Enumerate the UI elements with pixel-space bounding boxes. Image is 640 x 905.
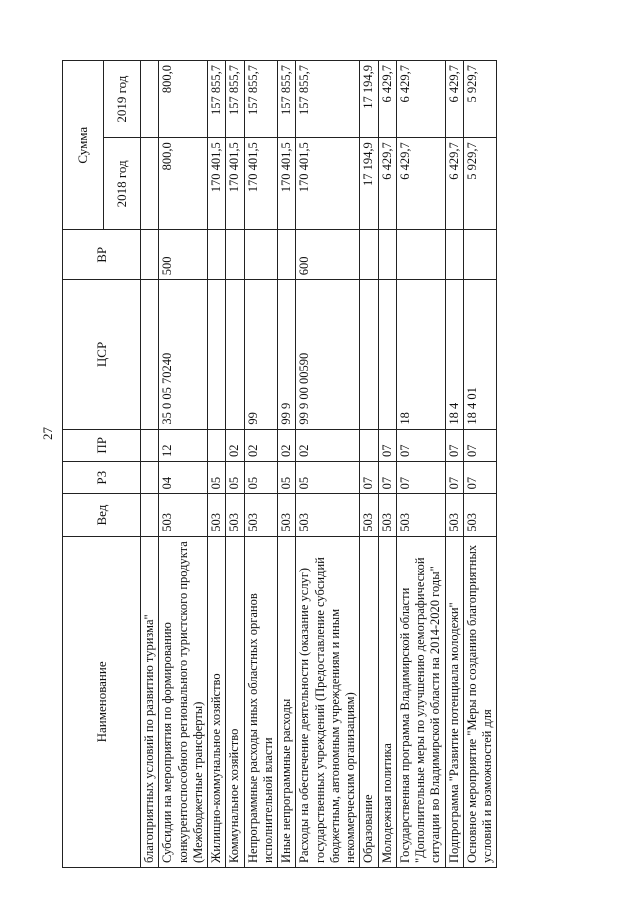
row-sum-2019: 157 855,7 [244, 61, 278, 138]
row-sum-2018: 170 401,5 [244, 138, 278, 230]
row-vr [360, 230, 378, 280]
row-csr: 99 [244, 280, 278, 429]
header-ved: Вед [63, 494, 141, 536]
row-vr [208, 230, 226, 280]
row-ved: 503 [360, 494, 378, 536]
row-sum-2019: 6 429,7 [445, 61, 463, 138]
table-row [208, 61, 226, 868]
row-pr: 12 [159, 429, 208, 461]
table-row [445, 61, 463, 868]
header-2018: 2018 год [104, 138, 141, 230]
row-name: Жилищно-коммунальное хозяйство [208, 536, 226, 867]
row-ved: 503 [159, 494, 208, 536]
row-name: Расходы на обеспечение деятельности (оказание услуг) государственных учреждений (Предоставление субсидий бюджетным, автономным учреждениям и иным некоммерческим организациям) [296, 536, 360, 867]
row-sum-2019: 800,0 [159, 61, 208, 138]
row-ved: 503 [208, 494, 226, 536]
row-pr: 02 [244, 429, 278, 461]
row-rz: 05 [278, 462, 296, 494]
table-row [278, 61, 296, 868]
row-name: Молодежная политика [378, 536, 396, 867]
row-pr: 07 [396, 429, 445, 461]
row-rz [141, 462, 159, 494]
row-vr [244, 230, 278, 280]
row-pr: 02 [226, 429, 244, 461]
row-rz: 07 [463, 462, 497, 494]
row-vr: 600 [296, 230, 360, 280]
row-name: Коммунальное хозяйство [226, 536, 244, 867]
row-ved [141, 494, 159, 536]
row-ved: 503 [244, 494, 278, 536]
row-vr [226, 230, 244, 280]
row-name: Государственная программа Владимирской области "Дополнительные меры по улучшению демографической ситуации во Владимирской области на 2014-2020 годы" [396, 536, 445, 867]
row-rz: 07 [445, 462, 463, 494]
row-ved: 503 [445, 494, 463, 536]
row-name: Непрограммные расходы иных областных органов исполнительной власти [244, 536, 278, 867]
row-sum-2018 [141, 138, 159, 230]
row-csr: 18 [396, 280, 445, 429]
page-number: 27 [40, 427, 55, 440]
row-rz: 05 [226, 462, 244, 494]
row-rz: 05 [296, 462, 360, 494]
row-ved: 503 [378, 494, 396, 536]
row-vr [463, 230, 497, 280]
row-csr: 35 0 05 70240 [159, 280, 208, 429]
row-csr [226, 280, 244, 429]
row-rz: 07 [378, 462, 396, 494]
row-sum-2018: 170 401,5 [226, 138, 244, 230]
row-pr: 07 [378, 429, 396, 461]
header-name: Наименование [63, 536, 141, 867]
header-rz: РЗ [63, 462, 141, 494]
row-sum-2019: 157 855,7 [208, 61, 226, 138]
row-csr [141, 280, 159, 429]
row-csr [378, 280, 396, 429]
row-sum-2019: 6 429,7 [378, 61, 396, 138]
header-csr: ЦСР [63, 280, 141, 429]
row-csr [208, 280, 226, 429]
row-pr [141, 429, 159, 461]
row-csr [360, 280, 378, 429]
row-sum-2019: 157 855,7 [278, 61, 296, 138]
row-vr [378, 230, 396, 280]
table-row [141, 61, 159, 868]
row-rz: 07 [360, 462, 378, 494]
row-ved: 503 [278, 494, 296, 536]
row-ved: 503 [226, 494, 244, 536]
table-row [396, 61, 445, 868]
row-sum-2018: 6 429,7 [445, 138, 463, 230]
row-vr [445, 230, 463, 280]
table-row [463, 61, 497, 868]
row-name: Подпрограмма "Развитие потенциала молодежи" [445, 536, 463, 867]
table-row [296, 61, 360, 868]
row-csr: 18 4 [445, 280, 463, 429]
table-row [159, 61, 208, 868]
row-sum-2018: 170 401,5 [208, 138, 226, 230]
row-vr [396, 230, 445, 280]
header-sum: Сумма [63, 61, 104, 230]
row-name: Основное мероприятие "Меры по созданию благоприятных условий и возможностей для [463, 536, 497, 867]
row-name: благоприятных условий по развитию туризма" [141, 536, 159, 867]
row-ved: 503 [463, 494, 497, 536]
row-rz: 07 [396, 462, 445, 494]
row-pr: 02 [278, 429, 296, 461]
row-csr: 99 9 00 00590 [296, 280, 360, 429]
row-sum-2019 [141, 61, 159, 138]
row-rz: 04 [159, 462, 208, 494]
row-sum-2019: 157 855,7 [226, 61, 244, 138]
row-pr [208, 429, 226, 461]
row-sum-2019: 157 855,7 [296, 61, 360, 138]
row-rz: 05 [208, 462, 226, 494]
row-sum-2019: 17 194,9 [360, 61, 378, 138]
header-vr: ВР [63, 230, 141, 280]
row-pr: 07 [463, 429, 497, 461]
row-pr [360, 429, 378, 461]
row-vr [278, 230, 296, 280]
row-csr: 99 9 [278, 280, 296, 429]
header-pr: ПР [63, 429, 141, 461]
table-row [360, 61, 378, 868]
row-sum-2018: 170 401,5 [296, 138, 360, 230]
row-name: Субсидии на мероприятия по формированию конкурентоспособного регионального туристского продукта (Межбюджетные трансферты) [159, 536, 208, 867]
row-name: Образование [360, 536, 378, 867]
row-sum-2019: 6 429,7 [396, 61, 445, 138]
row-sum-2018: 6 429,7 [396, 138, 445, 230]
row-vr: 500 [159, 230, 208, 280]
row-sum-2018: 5 929,7 [463, 138, 497, 230]
row-sum-2018: 170 401,5 [278, 138, 296, 230]
table-row [378, 61, 396, 868]
row-sum-2018: 17 194,9 [360, 138, 378, 230]
row-ved: 503 [396, 494, 445, 536]
budget-table [62, 60, 497, 868]
table-row [244, 61, 278, 868]
row-ved: 503 [296, 494, 360, 536]
row-sum-2018: 800,0 [159, 138, 208, 230]
table-row [226, 61, 244, 868]
row-pr: 02 [296, 429, 360, 461]
row-vr [141, 230, 159, 280]
row-rz: 05 [244, 462, 278, 494]
row-pr: 07 [445, 429, 463, 461]
header-2019: 2019 год [104, 61, 141, 138]
budget-table-rotated [62, 60, 497, 868]
row-sum-2018: 6 429,7 [378, 138, 396, 230]
row-name: Иные непрограммные расходы [278, 536, 296, 867]
row-csr: 18 4 01 [463, 280, 497, 429]
row-sum-2019: 5 929,7 [463, 61, 497, 138]
